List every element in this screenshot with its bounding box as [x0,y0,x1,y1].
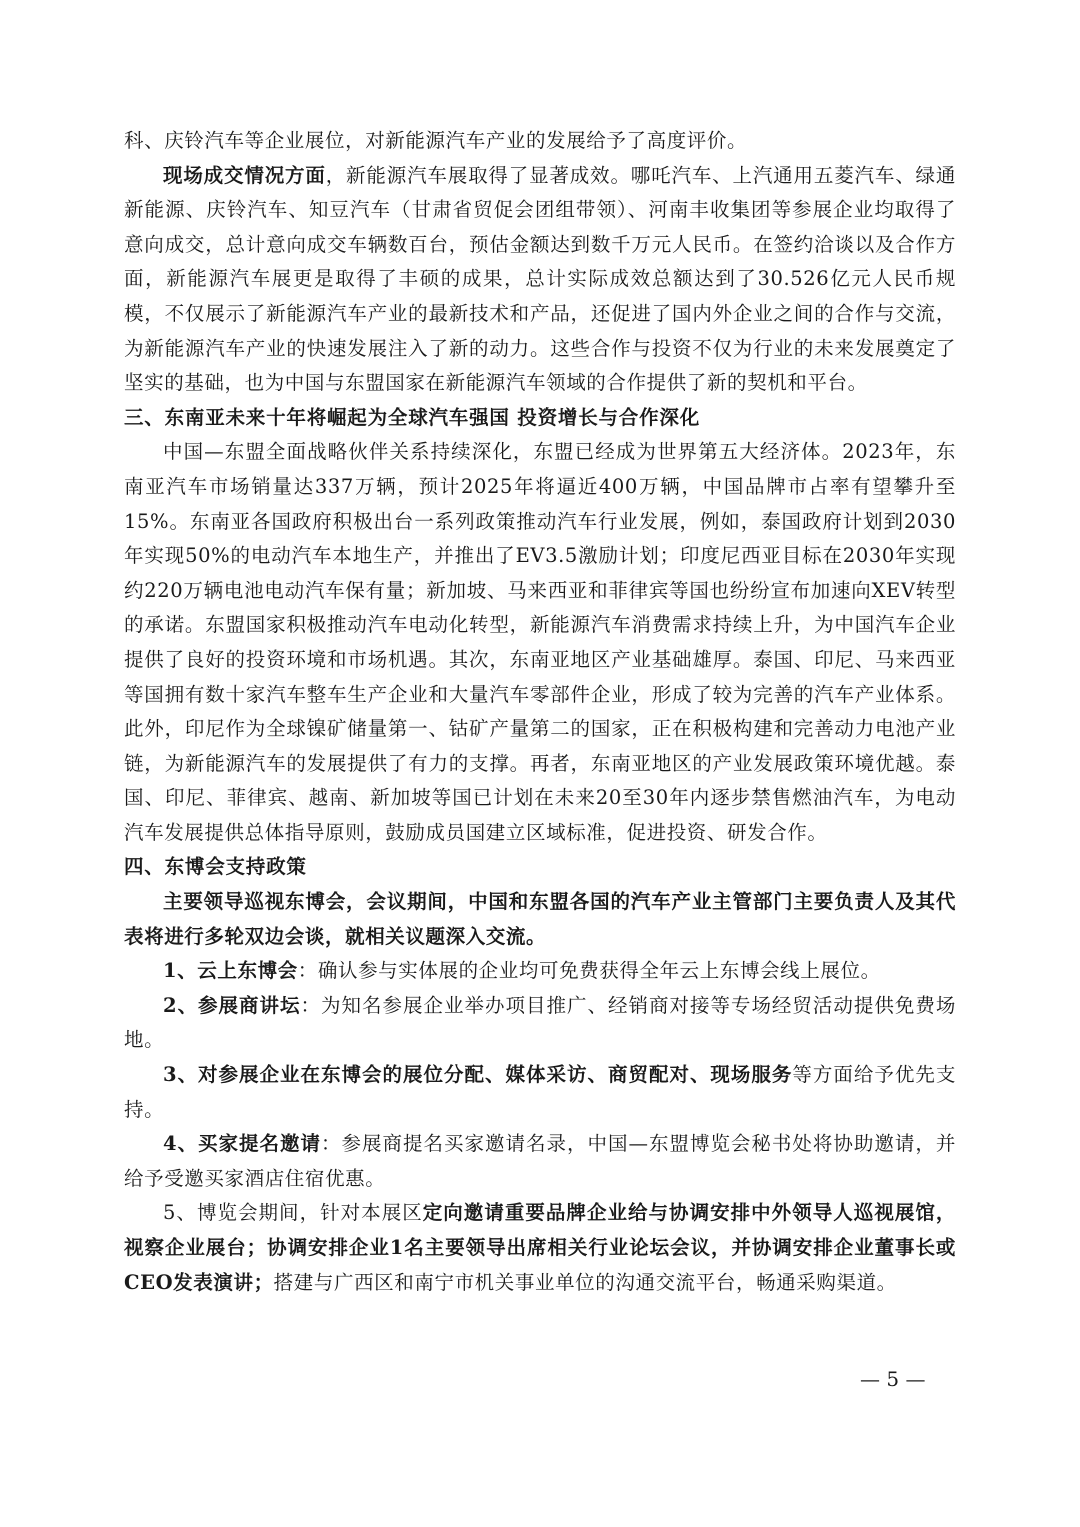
policy-item-3 [124,1058,956,1127]
policy-item-2-lead: 2、参展商讲坛 [163,993,301,1017]
section-heading-4: 四、东博会支持政策 [124,855,307,879]
paragraph-leaders [124,885,956,954]
paragraph-southeast-asia: 中国—东盟全面战略伙伴关系持续深化，东盟已经成为世界第五大经济体。2023年，东南亚汽车市场销量达337万辆，预计2025年将逼近400万辆，中国品牌市占率有望攀升至15%。东南亚各国政府积极出台一系列政策推动汽车行业发展，例如，泰国政府计划到2030年实现50%的电动汽车本地生产，并推出了EV3.5激励计划；印度尼西亚目标在2030年实现约220万辆电池电动汽车保有量；新加坡、马来西亚和菲律宾等国也纷纷宣布加速向XEV转型的承诺。东盟国家积极推动汽车电动化转型，新能源汽车消费需求持续上升，为中国汽车企业提供了良好的投资环境和市场机遇。其次，东南亚地区产业基础雄厚。泰国、印尼、马来西亚等国拥有数十家汽车整车生产企业和大量汽车零部件企业，形成了较为完善的汽车产业体系。此外，印尼作为全球镍矿储量第一、钴矿产量第二的国家，正在积极构建和完善动力电池产业链，为新能源汽车的发展提供了有力的支撑。再者，东南亚地区的产业发展政策环境优越。泰国、印尼、菲律宾、越南、新加坡等国已计划在未来20至30年内逐步禁售燃油汽车，为电动汽车发展提供总体指导原则，鼓励成员国建立区域标准，促进投资、研发合作。 [124,440,956,844]
paragraph-intro: 科、庆铃汽车等企业展位，对新能源汽车产业的发展给予了高度评价。 [124,129,748,152]
policy-item-3-lead: 3、对参展企业在东博会的展位分配、媒体采访、商贸配对、现场服务 [163,1063,793,1087]
policy-item-4-text: ：参展商提名买家邀请名录，中国—东盟博览会秘书处将协助邀请，并给予受邀买家酒店住宿优惠。 [124,1132,956,1190]
policy-item-2-text: ：为知名参展企业举办项目推广、经销商对接等专场经贸活动提供免费场地。 [124,993,956,1052]
leaders-text: 主要领导巡视东博会，会议期间，中国和东盟各国的汽车产业主管部门主要负责人及其代表将进行多轮双边会谈，就相关议题深入交流。 [124,890,956,948]
document-body [124,124,956,1300]
policy-item-5 [124,1196,956,1300]
policy-item-1-lead: 1、云上东博会 [163,959,298,983]
policy-item-4 [124,1127,956,1196]
policy-item-1 [124,954,956,989]
page-number: — 5 — [860,1367,926,1391]
policy-item-5-part2: 定向邀请重要品牌企业给与协调安排中外领导人巡视展馆，视察企业展台；协调安排企业1名主要领导出席相关行业论坛会议，并协调安排企业董事长或CEO发表演讲； [124,1201,956,1294]
policy-item-5-part1: 5、博览会期间，针对本展区 [163,1201,423,1225]
policy-item-1-text: ：确认参与实体展的企业均可免费获得全年云上东博会线上展位。 [297,959,881,983]
policy-item-4-lead: 4、买家提名邀请 [163,1132,322,1156]
paragraph-deal-results [124,159,956,401]
section-heading-3: 三、东南亚未来十年将崛起为全球汽车强国 投资增长与合作深化 [124,405,700,429]
deal-results-lead: 现场成交情况方面 [163,163,326,187]
policy-item-5-part3: 搭建与广西区和南宁市机关事业单位的沟通交流平台，畅通采购渠道。 [273,1270,897,1294]
policy-item-3-text: 等方面给予优先支持。 [124,1063,956,1121]
deal-results-text: ，新能源汽车展取得了显著成效。哪吒汽车、上汽通用五菱汽车、绿通新能源、庆铃汽车、知豆汽车（甘肃省贸促会团组带领）、河南丰收集团等参展企业均取得了意向成交，总计意向成交车辆数百台，预估金额达到数千万元人民币。在签约洽谈以及合作方面，新能源汽车展更是取得了丰硕的成果，总计实际成效总额达到了30.526亿元人民币规模，不仅展示了新能源汽车产业的最新技术和产品，还促进了国内外企业之间的合作与交流，为新能源汽车产业的快速发展注入了新的动力。这些合作与投资不仅为行业的未来发展奠定了坚实的基础，也为中国与东盟国家在新能源汽车领域的合作提供了新的契机和平台。 [124,163,956,395]
policy-item-2 [124,989,956,1058]
